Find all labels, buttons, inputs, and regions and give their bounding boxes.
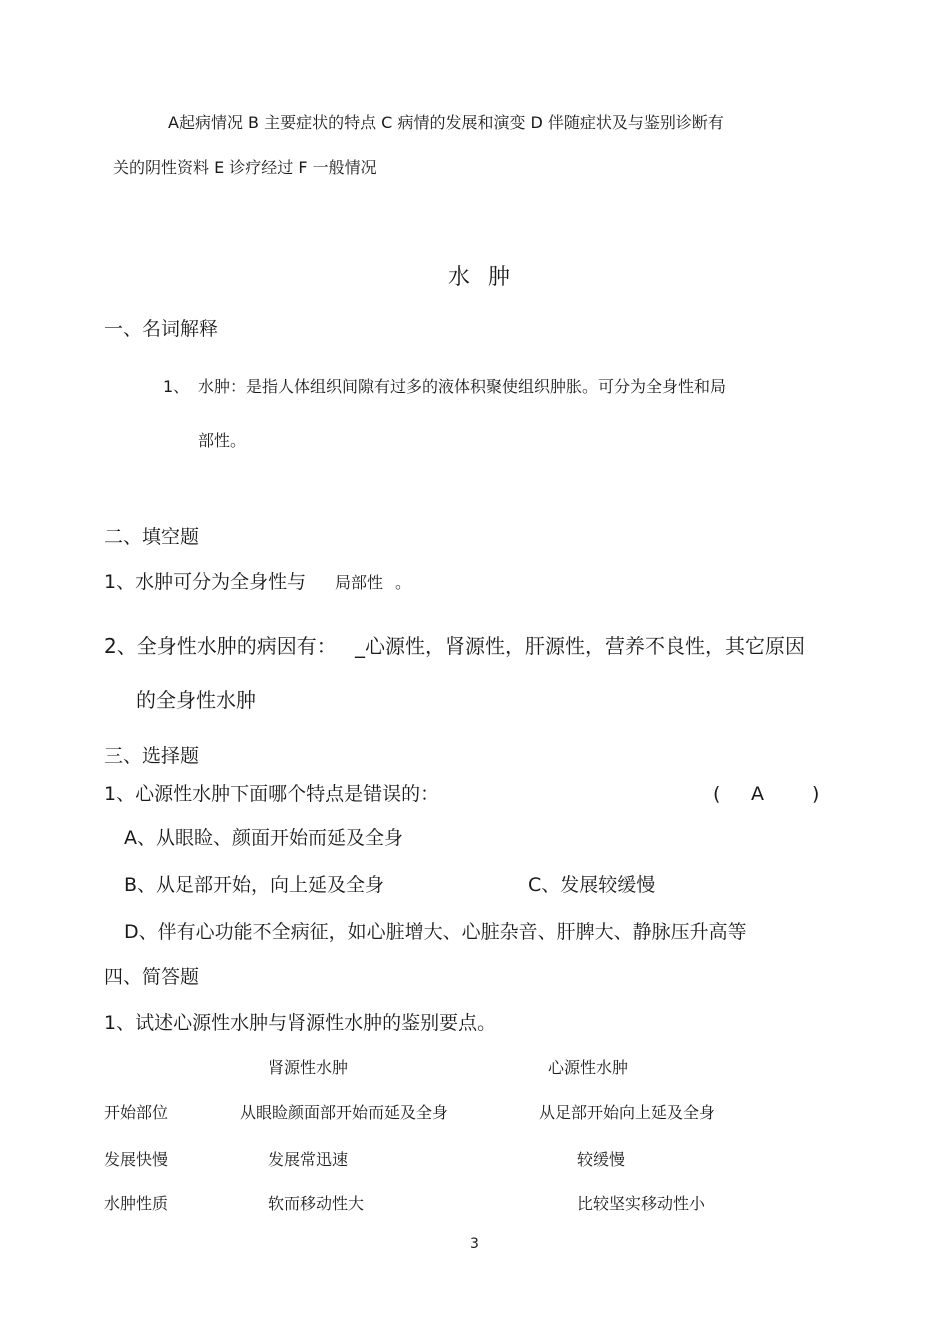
fill-q1-prefix: 1、水肿可分为全身性与: [104, 571, 307, 593]
table-row-label: 发展快慢: [104, 1150, 169, 1169]
choice-paren-open: (: [713, 783, 721, 805]
choice-paren-close: ): [812, 783, 820, 805]
fill-q2-answer-line-2: 的全身性水肿: [136, 688, 256, 712]
choice-q1: 1、心源性水肿下面哪个特点是错误的：: [104, 783, 440, 805]
fill-q2-prefix: 2、全身性水肿的病因有：: [104, 634, 337, 658]
choice-answer: A: [751, 783, 764, 805]
table-cell-renal: 从眼睑颜面部开始而延及全身: [240, 1103, 449, 1122]
choice-option-d: D、伴有心功能不全病征，如心脏增大、心脏杂音、肝脾大、静脉压升高等: [124, 921, 747, 943]
table-cell-cardiac: 比较坚实移动性小: [577, 1194, 706, 1213]
section-heading-fill-in: 二、填空题: [104, 526, 200, 548]
section-heading-definitions: 一、名词解释: [104, 318, 219, 340]
choice-option-b: B、从足部开始，向上延及全身: [124, 874, 385, 896]
definition-text-line-2: 部性。: [198, 431, 247, 450]
fill-q1-suffix: 。: [395, 573, 412, 592]
table-row-label: 水肿性质: [104, 1194, 169, 1213]
definition-text-line-1: 水肿：是指人体组织间隙有过多的液体积聚使组织肿胀。可分为全身性和局: [198, 377, 727, 396]
section-heading-short-answer: 四、简答题: [104, 966, 200, 988]
choice-option-a: A、从眼睑、颜面开始而延及全身: [124, 827, 403, 849]
short-answer-q1: 1、试述心源性水肿与肾源性水肿的鉴别要点。: [104, 1012, 497, 1034]
table-header-cardiac: 心源性水肿: [548, 1058, 629, 1077]
fill-q2-answer-line-1: _心源性，肾源性，肝源性，营养不良性，其它原因: [355, 634, 805, 658]
fill-q1-answer: 局部性: [335, 573, 384, 592]
table-header-renal: 肾源性水肿: [268, 1058, 349, 1077]
top-line-1: A起病情况 B 主要症状的特点 C 病情的发展和演变 D 伴随症状及与鉴别诊断有: [168, 113, 724, 132]
definition-number: 1、: [163, 377, 190, 396]
table-cell-renal: 发展常迅速: [268, 1150, 349, 1169]
table-cell-cardiac: 从足部开始向上延及全身: [539, 1103, 716, 1122]
page-number: 3: [470, 1236, 479, 1252]
table-row-label: 开始部位: [104, 1103, 169, 1122]
table-cell-cardiac: 较缓慢: [577, 1150, 626, 1169]
choice-option-c: C、发展较缓慢: [528, 874, 656, 896]
section-heading-choice: 三、选择题: [104, 745, 200, 767]
table-cell-renal: 软而移动性大: [268, 1194, 365, 1213]
page-title: 水肿: [448, 265, 529, 290]
top-line-2: 关的阴性资料 E 诊疗经过 F 一般情况: [113, 158, 377, 177]
